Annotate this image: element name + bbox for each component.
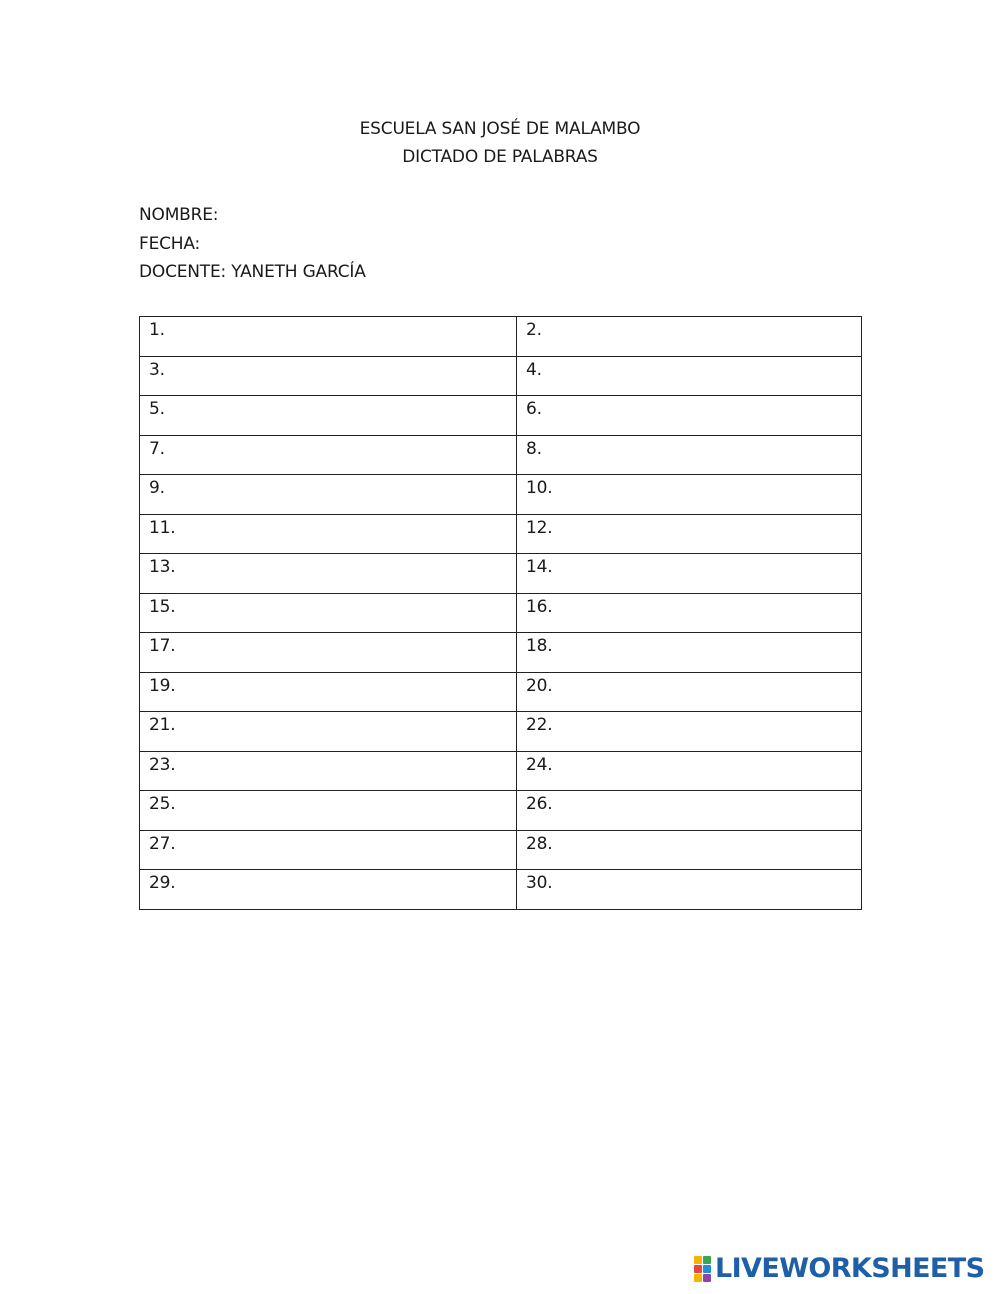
nombre-label: NOMBRE: (139, 205, 219, 225)
word-cell[interactable]: 25. (140, 791, 517, 831)
word-cell[interactable]: 8. (517, 435, 862, 475)
logo-square (694, 1274, 702, 1282)
word-cell[interactable]: 21. (140, 712, 517, 752)
table-row (140, 475, 862, 515)
word-cell[interactable]: 15. (140, 593, 517, 633)
word-cell[interactable]: 17. (140, 633, 517, 673)
table-row (140, 712, 862, 752)
word-cell[interactable]: 23. (140, 751, 517, 791)
school-name: ESCUELA SAN JOSÉ DE MALAMBO (359, 119, 641, 139)
word-cell[interactable]: 11. (140, 514, 517, 554)
docente-label: DOCENTE: YANETH GARCÍA (139, 262, 366, 282)
fecha-label: FECHA: (139, 234, 201, 254)
word-cell[interactable]: 18. (517, 633, 862, 673)
word-cell[interactable]: 28. (517, 830, 862, 870)
word-cell[interactable]: 2. (517, 317, 862, 357)
word-cell[interactable]: 14. (517, 554, 862, 594)
word-cell[interactable]: 10. (517, 475, 862, 515)
word-cell[interactable]: 19. (140, 672, 517, 712)
table-row (140, 672, 862, 712)
word-cell[interactable]: 24. (517, 751, 862, 791)
word-cell[interactable]: 30. (517, 870, 862, 910)
word-cell[interactable]: 3. (140, 356, 517, 396)
word-cell[interactable]: 27. (140, 830, 517, 870)
table-row (140, 830, 862, 870)
word-cell[interactable]: 22. (517, 712, 862, 752)
table-row (140, 356, 862, 396)
brand-name: LIVEWORKSHEETS (715, 1253, 985, 1284)
dictation-table (139, 316, 862, 910)
word-cell[interactable]: 13. (140, 554, 517, 594)
word-cell[interactable]: 16. (517, 593, 862, 633)
word-cell[interactable]: 9. (140, 475, 517, 515)
logo-square (694, 1265, 702, 1273)
document-title: DICTADO DE PALABRAS (402, 147, 598, 167)
table-row (140, 396, 862, 436)
table-row (140, 514, 862, 554)
word-cell[interactable]: 12. (517, 514, 862, 554)
word-cell[interactable]: 5. (140, 396, 517, 436)
liveworksheets-logo (694, 1255, 984, 1283)
word-cell[interactable]: 20. (517, 672, 862, 712)
table-row (140, 633, 862, 673)
word-cell[interactable]: 29. (140, 870, 517, 910)
table-row (140, 593, 862, 633)
table-row (140, 554, 862, 594)
logo-square (694, 1256, 702, 1264)
word-cell[interactable]: 6. (517, 396, 862, 436)
word-cell[interactable]: 4. (517, 356, 862, 396)
logo-square (703, 1256, 711, 1264)
word-cell[interactable]: 7. (140, 435, 517, 475)
liveworksheets-logo-icon (694, 1256, 711, 1282)
table-row (140, 317, 862, 357)
table-row (140, 751, 862, 791)
table-row (140, 870, 862, 910)
logo-square (703, 1274, 711, 1282)
table-row (140, 435, 862, 475)
logo-square (703, 1265, 711, 1273)
table-row (140, 791, 862, 831)
word-cell[interactable]: 26. (517, 791, 862, 831)
word-cell[interactable]: 1. (140, 317, 517, 357)
